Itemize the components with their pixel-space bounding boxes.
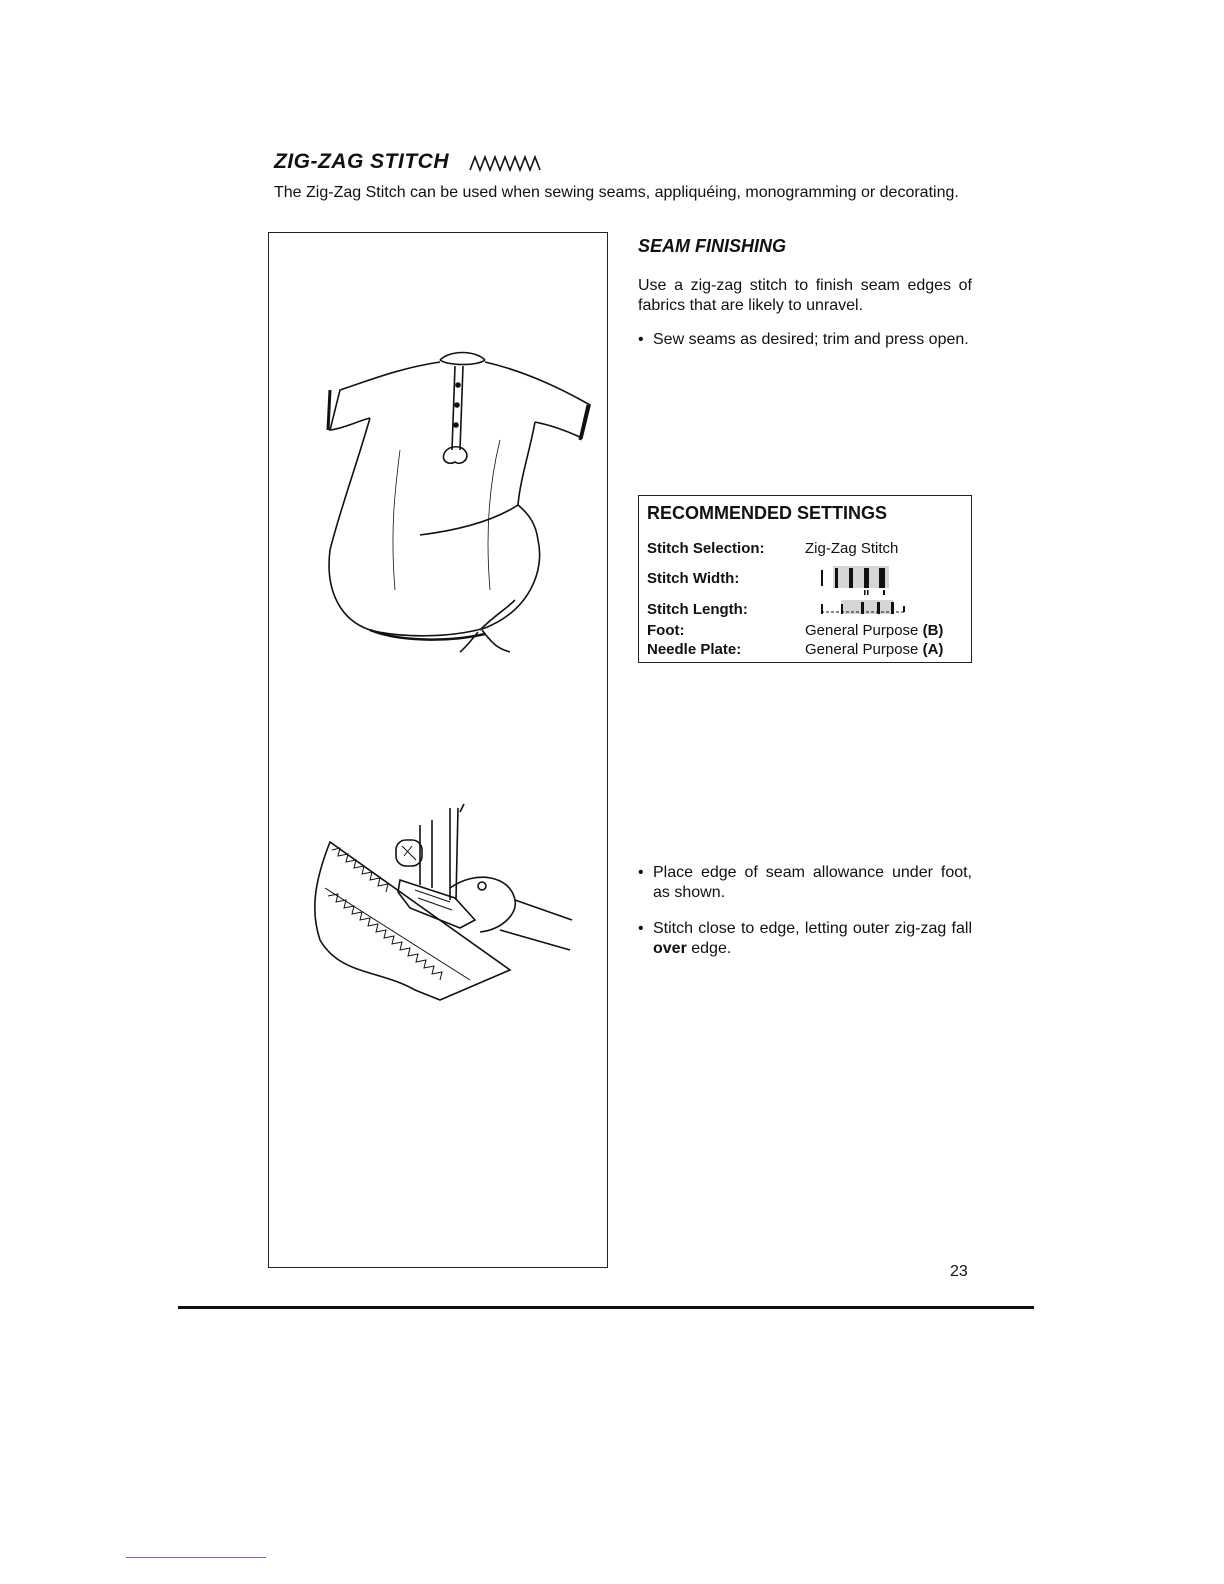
bullet-dot-icon: • xyxy=(638,331,644,348)
bullet-dot-icon: • xyxy=(638,864,644,881)
stitch-length-dial-icon xyxy=(819,598,909,620)
needle-plate-label: Needle Plate: xyxy=(647,641,742,658)
zigzag-stitch-icon xyxy=(468,154,542,172)
bullet-item: • Stitch close to edge, letting outer zig-zag fall over edge. xyxy=(638,920,972,957)
page-number: 23 xyxy=(950,1263,968,1280)
bullet-item: • Place edge of seam allowance under foot, as shown. xyxy=(638,864,972,901)
stitch-selection-value: Zig-Zag Stitch xyxy=(805,540,899,557)
bullet-dot-icon: • xyxy=(638,920,644,937)
bullet-item: • Sew seams as desired; trim and press open. xyxy=(638,331,969,348)
stitch-width-label: Stitch Width: xyxy=(647,570,740,587)
recommended-settings-box xyxy=(638,495,972,663)
stitch-length-label: Stitch Length: xyxy=(647,601,748,618)
baby-gown-illustration xyxy=(300,330,600,660)
presser-foot-illustration xyxy=(300,800,590,1010)
footer-divider xyxy=(178,1306,1034,1309)
stitch-selection-label: Stitch Selection: xyxy=(647,540,765,557)
foot-value: General Purpose (B) xyxy=(805,622,944,639)
settings-heading: RECOMMENDED SETTINGS xyxy=(647,503,888,523)
footer-link-underline xyxy=(126,1557,266,1558)
needle-plate-value: General Purpose (A) xyxy=(805,641,944,658)
intro-text: The Zig-Zag Stitch can be used when sewing seams, appliquéing, monogramming or decorating. xyxy=(274,184,959,201)
intro-paragraph: Use a zig-zag stitch to finish seam edges of fabrics that are likely to unravel. xyxy=(638,277,972,314)
section-title: SEAM FINISHING xyxy=(638,236,787,256)
foot-label: Foot: xyxy=(647,622,685,639)
page-title: ZIG-ZAG STITCH xyxy=(274,150,449,173)
stitch-width-dial-icon xyxy=(819,564,899,596)
